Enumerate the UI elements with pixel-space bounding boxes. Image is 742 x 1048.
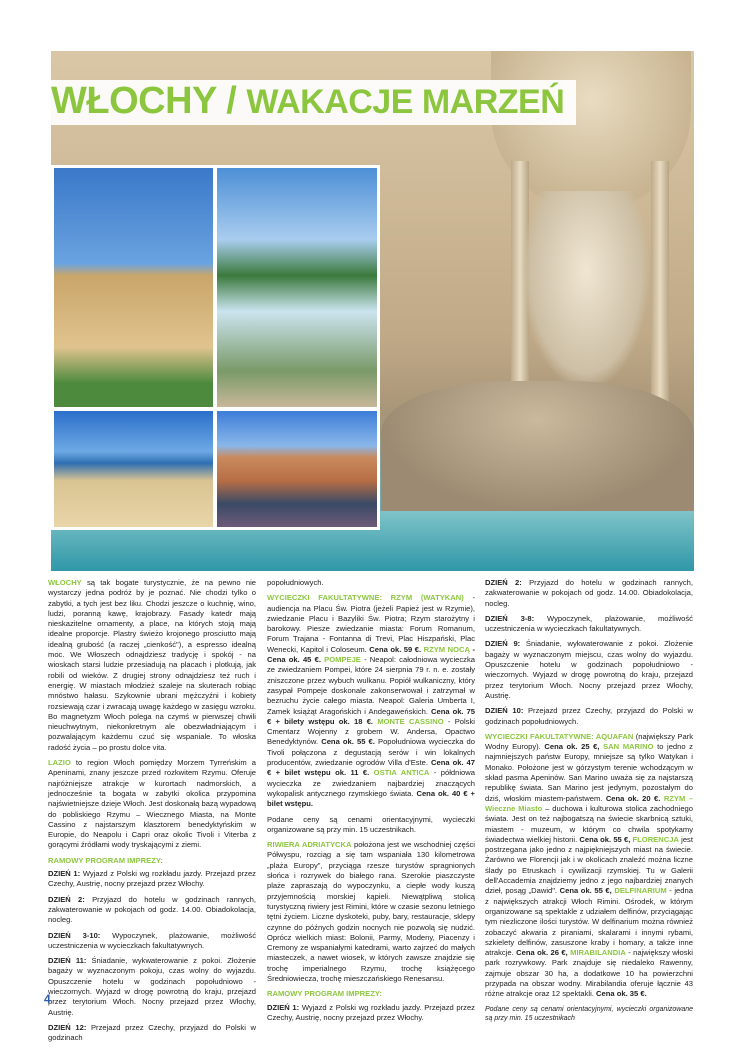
- day-item: DZIEŃ 2: Przyjazd do hotelu w godzinach rannych, zakwaterowanie w pokojach od godz. 14.00. Obiadokolacja, nocleg.: [48, 894, 256, 925]
- day-item: DZIEŃ 2: Przyjazd do hotelu w godzinach rannych, zakwaterowanie w pokojach od godz. 14.00. Obiadokolacja, nocleg.: [485, 578, 693, 608]
- photo-beach: [51, 408, 216, 530]
- day-item: DZIEŃ 12: Przejazd przez Czechy, przyjazd do Polski w godzinach: [48, 1022, 256, 1043]
- price-note: Podane ceny są cenami orientacyjnymi, wycieczki organizowane są przy min. 15 uczestnikach: [485, 1005, 693, 1023]
- riviera-paragraph: RIWIERA ADRIATYCKA położona jest we wschodniej części Półwyspu, rozciąg a się tam wspaniała 130 kilometrowa „plaża Europy", przyciąga rzesze turystów spragnionych słońca i rozrywek do białego rana. Szerokie piaszczyste plaże zapraszają do wypoczynku, a ciepłe wody kuszą przyjemnością morskiej kąpieli. Niewątpliwą stolicą turystyczną riwiery jest Rimini, które w czasie sezonu letniego tętni życiem. Liczne dyskoteki, puby, bary, restauracje, sklepy czynne do późnych godzin nocnych nie pozwolą się nudzić. Oprócz wielkich miast: Bolonii, Parmy, Modeny, Piacenzy i Cremony ze wspaniałymi katedrami, warto zajrzeć do małych miasteczek, a nawet wiosek, w których zawsze znajdzie się trochę imperialnego Rzymu, trochę książęcego Średniowiecza, trochę mieszczańskiego Renesansu.: [267, 840, 475, 983]
- fountain-rocks: [381, 381, 694, 511]
- text-column-2: [267, 578, 475, 1028]
- neptune-statue: [521, 191, 651, 391]
- lazio-paragraph: LAZIO to region Włoch pomiędzy Morzem Tyrreńskim a Apeninami, znany jeszcze przed rozkwitem Rzymu. Oferuje najróżniejsze atrakcje w kurortach nadmorskich, a jednocześnie ta bogata w zabytki okolica przypomina najświetniejsze dzieje Włoch. Jest doskonałą bazą wypadową do pobliskiego Rzymu – Wiecznego Miasta, na Monte Cassino z najstarszym klasztorem benedyktyńskim w Europie, do Neapolu i Capri oraz okolic Tivoli i Viterba z gorącymi źródłami wody tryskającymi z ziemi.: [48, 758, 256, 850]
- price-note: Podane ceny są cenami orientacyjnymi, wycieczki organizowane są przy min. 15 uczestnikach.: [267, 814, 475, 834]
- photo-spanish-steps: [214, 408, 380, 530]
- day-item: DZIEŃ 1: Wyjazd z Polski wg rozkładu jazdy. Przejazd przez Czechy, Austrię, nocny przejazd przez Włochy.: [267, 1002, 475, 1022]
- day-item: DZIEŃ 3-8: Wypoczynek, plażowanie, możliwość uczestniczenia w wycieczkach fakultatywnych.: [485, 613, 693, 634]
- page-title: [51, 80, 576, 125]
- day-item: DZIEŃ 1: Wyjazd z Polski wg rozkładu jazdy. Przejazd przez Czechy, Austrię, nocny przejazd przez Włochy.: [48, 869, 256, 889]
- day-item: DZIEŃ 3-10: Wypoczynek, plażowanie, możliwość uczestniczenia w wycieczkach fakultatywnych.: [48, 930, 256, 950]
- program-header: RAMOWY PROGRAM IMPREZY:: [48, 855, 163, 865]
- intro-paragraph: WŁOCHY są tak bogate turystycznie, że na pewno nie wystarczy jedna podróż by je poznać. Nie chodzi tylko o zabytki, a tych jest bez liku. Chodzi jeszcze o kuchnię, wino, ludzi, poranną kawę, krajobrazy. Fasady katedr mają nieskazitelne ornamenty, a place, na których stoją mają idealne proporcje. Plastry świeżo krojonego prosciutto mają idealną grubość (a raczej „cienkość"), a espresso idealną moc. We Włoszech odnajdziesz tradycję i spokój - na wioskach starsi ludzie przesiadują na placach i plotkują, jak robili od wieków. Z drugiej strony odnajdziesz też ruch i energię. W miastach młodzież szaleje na skuterach robiąc mnóstwo hałasu. Szykownie ubrani mężczyźni i kobiety rozsiewają czar i zwracają uwagę każdego w zasięgu wzroku. Bo magnetyzm Włoch polega na czymś w pierwszej chwili nieuchwytnym, niekonkretnym ale obezwładniającym i pozwalającym każdemu czuć się wspaniale. To włoska radość życia – po prostu dolce vita.: [48, 578, 256, 752]
- photo-tivoli-fountains: [214, 165, 380, 410]
- text-column-3: [485, 578, 693, 1029]
- title-sub: WAKACJE MARZEŃ: [246, 83, 565, 121]
- excursions-riviera: WYCIECZKI FAKULTATYWNE: AQUAFAN (największy Park Wodny Europy). Cena ok. 25 €, SAN MARINO to jedno z najmniejszych państw Europy, mniejsze są tylko Watykan i Monako. Położone jest w górzystym terenie wchodzącym w skład pasma Apeninów. San Marino uważa się za najstarszą republikę świata. San Marino jest jedynym, pozostałym do dziś, włoskim miastem-państwem. Cena ok. 20 €. RZYM – Wieczne Miasto – duchowa i kulturowa stolica zachodniego świata. Jest on też najbogatszą na świecie skarbnicą sztuki, miastem - muzeum, w którym co chwila spotykamy świadectwa wielkiej historii. Cena ok. 55 €, FLORENCJA jest postrzegana jako jedno z najpiękniejszych miast na świecie. Żarówno we Florencji jak i w okolicach znaleźć można liczne ślady po Etruskach i cywilizacji rzymskiej. Tu w Galerii dell'Accademia znajdziemy jedno z jego najbardziej znanych dzieł, posąg „Dawid". Cena ok. 55 €, DELFINARIUM - jedna z największych atrakcji Włoch Rimini. Ośrodek, w którym organizowane są spektakle z udziałem delfinów, przyciągając tym niezliczone ilości turystów. W delfinarium można również zobaczyć akwaria z piraniami, skalarami i innymi rybami, szkielety delfinów, zasuszone kraby i homary, a także inne atrakcje. Cena ok. 26 €, MIRABILANDIA - największy włoski park rozrywkowy. Park znajduje się niedaleko Rawenny, zajmuje obszar 30 ha, a dodatkowe 10 ha powierzchni przypada na obszar wodny. Mirabilandia oferuje łącznie 43 różne atrakcje oraz 12 spektakli. Cena ok. 35 €.: [485, 731, 693, 999]
- day-item: DZIEŃ 9: Śniadanie, wykwaterowanie z pokoi. Złożenie bagaży w wyznaczonym miejscu, czas wolny do wyjazdu. Opuszczenie hotelu w godzinach popołudniowo - wieczornych. Wyjazd w drogę powrotną do kraju, przejazd przez terytorium Włoch. Nocny przejazd przez Włochy, Austrię.: [485, 639, 693, 700]
- program-header: RAMOWY PROGRAM IMPREZY:: [267, 989, 382, 999]
- excursions-rome: WYCIECZKI FAKULTATYWNE: RZYM (WATYKAN) - audiencja na Placu Św. Piotra (jeżeli Papież jest w Rzymie), zwiedzanie Placu i Bazyliki Św. Piotra; Rzym starożytny i barokowy. Piesze zwiedzanie miasta: Forum Romanum, Forum Trajana - Fontanna di Trevi, Plac Hiszpański, Plac Wenecki, Kapitol i Coloseum. Cena ok. 59 €. RZYM NOCĄ - Cena ok. 45 €. POMPEJE - Neapol: całodniowa wycieczka ze zwiedzaniem Pompei, które 24 sierpnia 79 r. n. e. zostały zniszczone przez wybuch wulkanu. Popiół wulkaniczny, który zasypał Pompeje doskonale zakonserwował i zatrzymał w bezruchu życie całego miasta. Neapol: Galeria Umberta I, Zamek książąt Aragońskich i Andegaweńskich. Cena ok. 75 € + bilety wstępu ok. 18 €. MONTE CASSINO - Polski Cmentarz Wojenny z grobem W. Andersa, Opactwo Benedyktynów. Cena ok. 55 €. Popołudniowa wycieczka do Tivoli połączona z degustacją serów i win lokalnych producentów, zwiedzanie ogrodów Villa d'Este. Cena ok. 47 € + bilet wstępu ok. 11 €. OSTIA ANTICA - półdniowa wycieczka ze zwiedzaniem najbardziej znaczących wykopalisk antycznego rzymskiego świata. Cena ok. 40 € + bilet wstępu.: [267, 593, 475, 809]
- continuation: popołudniowych.: [267, 578, 324, 587]
- intro-lead: WŁOCHY: [48, 578, 82, 587]
- day-item: DZIEŃ 10: Przejazd przez Czechy, przyjazd do Polski w godzinach popołudniowych.: [485, 706, 693, 726]
- day-item: DZIEŃ 11: Śniadanie, wykwaterowanie z pokoi. Złożenie bagaży w wyznaczonym pokoju, czas wolny do wyjazdu. Opuszczenie hotelu w godzinach popołudniowo - wieczornych. Wyjazd w drogę powrotną do kraju, przejazd przez terytorium Włoch. Nocny przejazd przez Włochy, Austrię.: [48, 956, 256, 1017]
- photo-basilica: [51, 165, 216, 410]
- title-separator: /: [226, 80, 237, 122]
- text-column-1: [48, 578, 256, 1048]
- title-main: WŁOCHY: [51, 80, 217, 122]
- page-number: 4: [44, 992, 51, 1006]
